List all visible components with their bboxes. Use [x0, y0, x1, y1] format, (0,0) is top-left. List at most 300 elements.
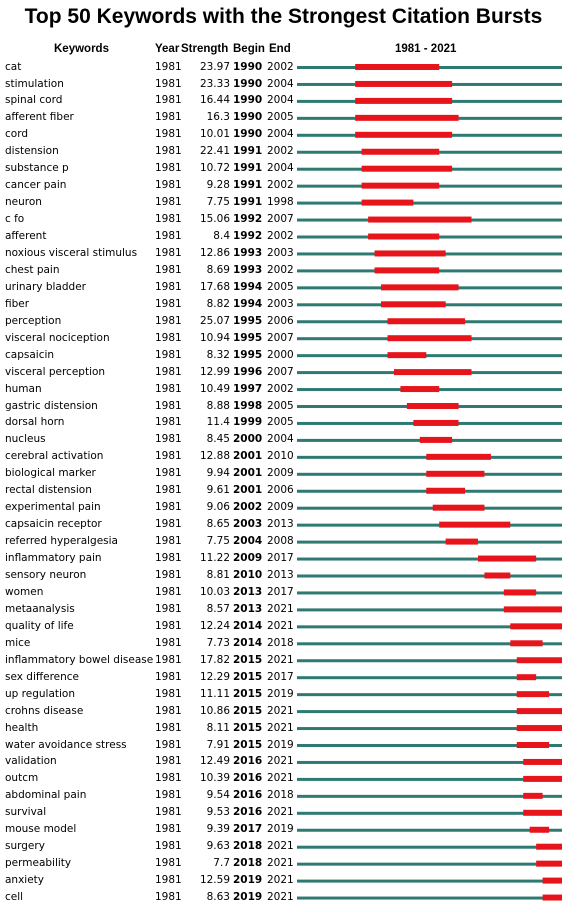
year-cell: 1981 — [155, 280, 182, 293]
strength-cell: 8.45 — [206, 433, 230, 446]
keyword-cell: nucleus — [5, 433, 46, 446]
year-cell: 1981 — [155, 297, 182, 310]
begin-cell: 1995 — [233, 314, 263, 327]
keyword-cell: survival — [5, 806, 47, 819]
keyword-cell: human — [5, 382, 42, 395]
year-cell: 1981 — [155, 857, 182, 870]
begin-cell: 2003 — [233, 518, 263, 531]
strength-cell: 9.61 — [206, 484, 230, 497]
year-cell: 1981 — [155, 840, 182, 853]
strength-cell: 12.59 — [199, 874, 230, 887]
timeline-line — [297, 541, 562, 544]
end-cell: 2021 — [267, 772, 294, 785]
end-cell: 2002 — [267, 60, 294, 73]
end-cell: 2021 — [267, 891, 294, 903]
begin-cell: 2013 — [233, 585, 263, 598]
year-cell: 1981 — [155, 891, 182, 903]
timeline-line — [297, 524, 562, 527]
keyword-cell: experimental pain — [5, 501, 101, 514]
strength-cell: 11.22 — [199, 552, 230, 564]
year-cell: 1981 — [155, 755, 182, 768]
keyword-cell: substance p — [5, 162, 69, 175]
burst-bar — [387, 352, 426, 358]
burst-bar — [407, 403, 459, 409]
end-cell: 2019 — [267, 687, 294, 700]
keyword-cell: visceral perception — [5, 365, 106, 378]
keyword-cell: surgery — [5, 840, 45, 853]
keyword-cell: spinal cord — [5, 94, 63, 107]
strength-cell: 8.4 — [213, 230, 230, 242]
year-cell: 1981 — [155, 60, 182, 73]
year-cell: 1981 — [155, 213, 182, 225]
year-cell: 1981 — [155, 704, 182, 717]
timeline-line — [297, 863, 562, 866]
burst-bar — [504, 606, 562, 612]
strength-cell: 9.39 — [206, 823, 230, 836]
keyword-cell: noxious visceral stimulus — [5, 246, 138, 259]
timeline-line — [297, 761, 562, 764]
strength-cell: 12.99 — [199, 365, 230, 378]
burst-bar — [543, 878, 562, 884]
end-cell: 2019 — [267, 738, 294, 751]
end-cell: 2008 — [267, 535, 294, 548]
year-cell: 1981 — [155, 738, 182, 751]
timeline-line — [297, 575, 562, 578]
year-cell: 1981 — [155, 230, 182, 242]
strength-cell: 8.11 — [206, 721, 230, 734]
begin-cell: 2015 — [233, 704, 263, 717]
end-cell: 2002 — [267, 230, 294, 242]
strength-cell: 9.94 — [206, 467, 230, 480]
burst-bar — [517, 674, 536, 680]
begin-cell: 2010 — [233, 569, 263, 581]
strength-cell: 7.75 — [206, 535, 230, 548]
keyword-cell: anxiety — [5, 874, 45, 887]
timeline-line — [297, 880, 562, 883]
strength-cell: 8.65 — [206, 518, 230, 531]
end-cell: 2021 — [267, 857, 294, 870]
end-cell: 2005 — [267, 416, 294, 429]
begin-cell: 1994 — [233, 297, 263, 310]
begin-cell: 2000 — [233, 433, 263, 446]
end-cell: 2009 — [267, 467, 294, 480]
end-cell: 2021 — [267, 653, 294, 666]
begin-cell: 1991 — [233, 145, 263, 158]
keyword-cell: cord — [5, 128, 28, 141]
strength-cell: 25.07 — [199, 314, 230, 327]
strength-cell: 10.01 — [199, 128, 230, 141]
strength-cell: 7.91 — [206, 738, 230, 751]
year-cell: 1981 — [155, 162, 182, 175]
keyword-cell: inflammatory pain — [5, 552, 102, 564]
keyword-cell: cell — [5, 891, 24, 903]
end-cell: 2002 — [267, 263, 294, 276]
strength-cell: 10.86 — [199, 704, 230, 717]
year-cell: 1981 — [155, 874, 182, 887]
begin-cell: 1990 — [233, 111, 263, 124]
keyword-cell: permeability — [5, 857, 72, 870]
begin-cell: 1990 — [233, 128, 263, 141]
begin-cell: 2001 — [233, 467, 263, 480]
timeline-line — [297, 846, 562, 849]
end-cell: 2021 — [267, 806, 294, 819]
year-cell: 1981 — [155, 535, 182, 548]
burst-bar — [517, 657, 562, 663]
burst-bar — [362, 166, 452, 172]
strength-cell: 10.03 — [199, 585, 230, 598]
burst-bar — [517, 708, 562, 714]
begin-cell: 2002 — [233, 501, 263, 514]
strength-cell: 9.53 — [206, 806, 230, 819]
begin-cell: 1996 — [233, 365, 263, 378]
header-end: End — [269, 43, 291, 55]
keyword-cell: gastric distension — [5, 399, 98, 412]
burst-bar — [510, 640, 542, 646]
year-cell: 1981 — [155, 246, 182, 259]
strength-cell: 11.11 — [199, 687, 230, 700]
keyword-cell: referred hyperalgesia — [5, 535, 118, 548]
timeline-line — [297, 897, 562, 900]
end-cell: 2018 — [267, 636, 294, 649]
begin-cell: 1995 — [233, 331, 263, 344]
begin-cell: 1997 — [233, 382, 263, 395]
keyword-cell: outcm — [5, 772, 39, 785]
end-cell: 2004 — [267, 162, 294, 175]
begin-cell: 2004 — [233, 535, 263, 548]
end-cell: 2003 — [267, 246, 294, 259]
keyword-cell: mouse model — [5, 823, 77, 836]
year-cell: 1981 — [155, 314, 182, 327]
end-cell: 2019 — [267, 823, 294, 836]
end-cell: 2005 — [267, 280, 294, 293]
year-cell: 1981 — [155, 433, 182, 446]
keyword-cell: abdominal pain — [5, 789, 87, 802]
year-cell: 1981 — [155, 552, 182, 564]
strength-cell: 17.82 — [199, 653, 230, 666]
year-cell: 1981 — [155, 331, 182, 344]
year-cell: 1981 — [155, 501, 182, 514]
year-cell: 1981 — [155, 111, 182, 124]
burst-bar — [536, 861, 562, 867]
header-keywords: Keywords — [54, 43, 109, 55]
end-cell: 2002 — [267, 179, 294, 192]
end-cell: 2017 — [267, 552, 294, 564]
year-cell: 1981 — [155, 399, 182, 412]
begin-cell: 1990 — [233, 94, 263, 107]
end-cell: 2004 — [267, 94, 294, 107]
begin-cell: 1992 — [233, 213, 263, 225]
end-cell: 2002 — [267, 145, 294, 158]
burst-bar — [400, 386, 439, 392]
strength-cell: 16.3 — [206, 111, 230, 124]
burst-bar — [355, 81, 452, 87]
keyword-cell: neuron — [5, 196, 42, 209]
burst-bar — [362, 183, 440, 189]
end-cell: 2004 — [267, 128, 294, 141]
year-cell: 1981 — [155, 518, 182, 531]
year-cell: 1981 — [155, 77, 182, 90]
keyword-cell: afferent fiber — [5, 111, 74, 124]
burst-bar — [439, 522, 510, 528]
end-cell: 2004 — [267, 77, 294, 90]
timeline-line — [297, 202, 562, 205]
keyword-cell: crohns disease — [5, 704, 84, 717]
strength-cell: 9.54 — [206, 789, 230, 802]
burst-bar — [387, 318, 465, 324]
keyword-cell: quality of life — [5, 619, 74, 632]
end-cell: 2007 — [267, 213, 294, 225]
keyword-cell: perception — [5, 314, 62, 327]
strength-cell: 7.73 — [206, 636, 230, 649]
strength-cell: 23.97 — [199, 60, 230, 73]
keyword-cell: rectal distension — [5, 484, 92, 497]
begin-cell: 1992 — [233, 230, 263, 242]
strength-cell: 9.63 — [206, 840, 230, 853]
keyword-cell: sensory neuron — [5, 569, 87, 581]
burst-bar — [368, 217, 471, 223]
strength-cell: 8.69 — [206, 263, 230, 276]
strength-cell: 15.06 — [199, 213, 230, 225]
end-cell: 2021 — [267, 721, 294, 734]
end-cell: 2006 — [267, 484, 294, 497]
begin-cell: 2014 — [233, 636, 263, 649]
begin-cell: 2015 — [233, 653, 263, 666]
burst-bar — [517, 691, 549, 697]
begin-cell: 2015 — [233, 670, 263, 683]
burst-bar — [543, 895, 562, 901]
burst-bar — [523, 759, 562, 765]
year-cell: 1981 — [155, 619, 182, 632]
year-cell: 1981 — [155, 569, 182, 581]
begin-cell: 1991 — [233, 196, 263, 209]
keyword-cell: stimulation — [5, 77, 64, 90]
year-cell: 1981 — [155, 484, 182, 497]
strength-cell: 8.63 — [206, 891, 230, 903]
end-cell: 1998 — [267, 196, 294, 209]
end-cell: 2021 — [267, 874, 294, 887]
year-cell: 1981 — [155, 653, 182, 666]
begin-cell: 2017 — [233, 823, 263, 836]
strength-cell: 7.7 — [213, 857, 230, 870]
strength-cell: 10.39 — [199, 772, 230, 785]
burst-bar — [381, 284, 459, 290]
year-cell: 1981 — [155, 670, 182, 683]
year-cell: 1981 — [155, 382, 182, 395]
year-cell: 1981 — [155, 585, 182, 598]
chart-title: Top 50 Keywords with the Strongest Citation Bursts — [24, 5, 543, 28]
end-cell: 2003 — [267, 297, 294, 310]
strength-cell: 10.49 — [199, 382, 230, 395]
keyword-cell: inflammatory bowel disease — [5, 653, 154, 666]
burst-bar — [523, 793, 542, 799]
timeline-line — [297, 507, 562, 510]
year-cell: 1981 — [155, 772, 182, 785]
year-cell: 1981 — [155, 450, 182, 463]
begin-cell: 2016 — [233, 755, 263, 768]
burst-bar — [426, 454, 491, 460]
begin-cell: 2016 — [233, 789, 263, 802]
begin-cell: 1994 — [233, 280, 263, 293]
begin-cell: 1993 — [233, 246, 263, 259]
begin-cell: 2018 — [233, 857, 263, 870]
header-begin: Begin — [233, 43, 265, 55]
begin-cell: 2015 — [233, 721, 263, 734]
strength-cell: 8.81 — [206, 569, 230, 581]
burst-bar — [362, 149, 440, 155]
burst-bar — [426, 488, 465, 494]
burst-bar — [484, 573, 510, 579]
burst-bar — [413, 420, 458, 426]
end-cell: 2017 — [267, 670, 294, 683]
burst-bar — [523, 810, 562, 816]
begin-cell: 2019 — [233, 891, 263, 903]
begin-cell: 1990 — [233, 60, 263, 73]
end-cell: 2013 — [267, 518, 294, 531]
strength-cell: 17.68 — [199, 280, 230, 293]
burst-bar — [355, 132, 452, 138]
timeline-line — [297, 778, 562, 781]
header-strength: Strength — [181, 43, 229, 55]
keyword-cell: health — [5, 721, 39, 734]
end-cell: 2013 — [267, 569, 294, 581]
strength-cell: 12.49 — [199, 755, 230, 768]
end-cell: 2005 — [267, 399, 294, 412]
end-cell: 2017 — [267, 585, 294, 598]
burst-bar — [381, 301, 446, 307]
burst-bar — [446, 539, 478, 545]
burst-bar — [394, 369, 472, 375]
end-cell: 2006 — [267, 314, 294, 327]
year-cell: 1981 — [155, 348, 182, 361]
burst-bar — [433, 505, 485, 511]
burst-bar — [510, 623, 562, 629]
header-year-range: 1981 - 2021 — [395, 43, 457, 55]
year-cell: 1981 — [155, 94, 182, 107]
keyword-cell: women — [5, 585, 44, 598]
begin-cell: 2015 — [233, 687, 263, 700]
begin-cell: 2015 — [233, 738, 263, 751]
burst-bar — [517, 725, 562, 731]
end-cell: 2005 — [267, 111, 294, 124]
burst-bar — [387, 335, 471, 341]
keyword-cell: chest pain — [5, 263, 60, 276]
strength-cell: 8.32 — [206, 348, 230, 361]
strength-cell: 8.82 — [206, 297, 230, 310]
strength-cell: 9.06 — [206, 501, 230, 514]
strength-cell: 7.75 — [206, 196, 230, 209]
strength-cell: 10.94 — [199, 331, 230, 344]
keyword-cell: afferent — [5, 230, 47, 242]
end-cell: 2009 — [267, 501, 294, 514]
keyword-cell: capsaicin receptor — [5, 518, 102, 531]
begin-cell: 1998 — [233, 399, 263, 412]
timeline-line — [297, 812, 562, 815]
begin-cell: 2014 — [233, 619, 263, 632]
keyword-cell: visceral nociception — [5, 331, 110, 344]
begin-cell: 1991 — [233, 179, 263, 192]
timeline-line — [297, 795, 562, 798]
year-cell: 1981 — [155, 789, 182, 802]
strength-cell: 11.4 — [206, 416, 230, 429]
keyword-cell: cerebral activation — [5, 450, 104, 463]
burst-bar — [368, 234, 439, 240]
year-cell: 1981 — [155, 823, 182, 836]
year-cell: 1981 — [155, 602, 182, 615]
year-cell: 1981 — [155, 467, 182, 480]
keyword-cell: metaanalysis — [5, 602, 75, 615]
begin-cell: 2019 — [233, 874, 263, 887]
end-cell: 2007 — [267, 365, 294, 378]
year-cell: 1981 — [155, 365, 182, 378]
keyword-cell: sex difference — [5, 670, 80, 683]
strength-cell: 22.41 — [199, 145, 230, 158]
year-cell: 1981 — [155, 721, 182, 734]
keyword-cell: c fo — [5, 213, 25, 225]
end-cell: 2007 — [267, 331, 294, 344]
keyword-cell: validation — [5, 755, 57, 768]
begin-cell: 1991 — [233, 162, 263, 175]
end-cell: 2021 — [267, 619, 294, 632]
strength-cell: 23.33 — [199, 77, 230, 90]
burst-bar — [536, 844, 562, 850]
keyword-cell: biological marker — [5, 467, 96, 480]
strength-cell: 9.28 — [206, 179, 230, 192]
strength-cell: 12.88 — [199, 450, 230, 463]
header-year: Year — [155, 43, 180, 55]
burst-bar — [523, 776, 562, 782]
strength-cell: 10.72 — [199, 162, 230, 175]
burst-bar — [362, 200, 414, 206]
end-cell: 2004 — [267, 433, 294, 446]
strength-cell: 12.24 — [199, 619, 230, 632]
year-cell: 1981 — [155, 263, 182, 276]
begin-cell: 2018 — [233, 840, 263, 853]
burst-bar — [375, 267, 440, 273]
begin-cell: 2013 — [233, 602, 263, 615]
year-cell: 1981 — [155, 196, 182, 209]
burst-bar — [355, 64, 439, 70]
year-cell: 1981 — [155, 128, 182, 141]
year-cell: 1981 — [155, 145, 182, 158]
keyword-cell: urinary bladder — [5, 280, 86, 293]
begin-cell: 2016 — [233, 806, 263, 819]
begin-cell: 1993 — [233, 263, 263, 276]
end-cell: 2021 — [267, 602, 294, 615]
begin-cell: 1990 — [233, 77, 263, 90]
end-cell: 2021 — [267, 840, 294, 853]
keyword-cell: fiber — [5, 297, 30, 310]
keyword-cell: mice — [5, 636, 31, 649]
begin-cell: 2016 — [233, 772, 263, 785]
strength-cell: 8.57 — [206, 602, 230, 615]
end-cell: 2010 — [267, 450, 294, 463]
burst-bar — [355, 98, 452, 104]
strength-cell: 8.88 — [206, 399, 230, 412]
begin-cell: 1999 — [233, 416, 263, 429]
end-cell: 2021 — [267, 704, 294, 717]
end-cell: 2000 — [267, 348, 294, 361]
keyword-cell: up regulation — [5, 687, 75, 700]
keyword-cell: water avoidance stress — [5, 738, 127, 751]
burst-bar — [478, 556, 536, 562]
timeline-line — [297, 829, 562, 832]
burst-bar — [530, 827, 549, 833]
keyword-cell: dorsal horn — [5, 416, 65, 429]
year-cell: 1981 — [155, 687, 182, 700]
end-cell: 2021 — [267, 755, 294, 768]
strength-cell: 16.44 — [199, 94, 230, 107]
begin-cell: 1995 — [233, 348, 263, 361]
